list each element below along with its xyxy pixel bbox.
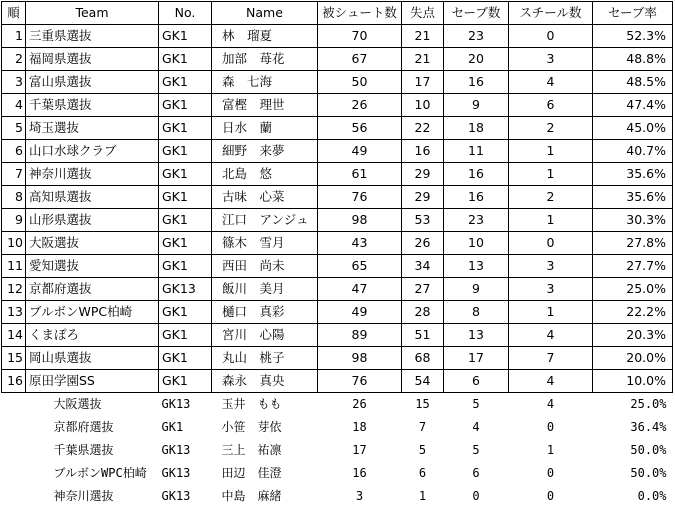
saves-cell: 8 bbox=[444, 301, 509, 324]
saves-cell: 6 bbox=[444, 370, 509, 393]
goals-against-cell: 6 bbox=[418, 466, 427, 480]
save-rate-cell: 30.3% bbox=[593, 209, 673, 232]
save-rate-cell: 22.2% bbox=[593, 301, 673, 324]
header-steals: スチール数 bbox=[509, 2, 593, 25]
goals-against-cell: 22 bbox=[402, 117, 444, 140]
header-save-rate: セーブ率 bbox=[593, 2, 673, 25]
save-rate-cell: 52.3% bbox=[593, 25, 673, 48]
steals-cell: 0 bbox=[546, 420, 555, 434]
player-name-cell: 細野 来夢 bbox=[212, 140, 318, 163]
empty-rank-cell bbox=[2, 416, 26, 439]
rank-cell: 13 bbox=[2, 301, 26, 324]
goals-against-cell: 16 bbox=[402, 140, 444, 163]
rank-cell: 10 bbox=[2, 232, 26, 255]
goals-against-cell: 29 bbox=[402, 163, 444, 186]
player-name-cell: 森 七海 bbox=[212, 71, 318, 94]
cap-number-cell: GK1 bbox=[159, 186, 212, 209]
shots-cell: 98 bbox=[318, 209, 402, 232]
steals-cell: 4 bbox=[509, 324, 593, 347]
table-row bbox=[2, 462, 673, 485]
empty-rank-cell bbox=[2, 393, 26, 417]
team-cell: くまぽろ bbox=[26, 324, 159, 347]
rank-cell: 9 bbox=[2, 209, 26, 232]
shots-cell: 65 bbox=[318, 255, 402, 278]
empty-rank-cell bbox=[2, 485, 26, 508]
table-row bbox=[2, 25, 673, 48]
saves-cell: 20 bbox=[444, 48, 509, 71]
team-cell: 大阪選抜 bbox=[53, 397, 102, 411]
shots-cell: 61 bbox=[318, 163, 402, 186]
rank-cell: 1 bbox=[2, 25, 26, 48]
cap-number-cell: GK1 bbox=[159, 324, 212, 347]
header-no: No. bbox=[159, 2, 212, 25]
cap-number-cell: GK1 bbox=[159, 48, 212, 71]
player-name-cell: 日水 蘭 bbox=[212, 117, 318, 140]
steals-cell: 0 bbox=[509, 25, 593, 48]
player-name-cell: 玉井 もも bbox=[221, 397, 282, 411]
empty-rank-cell bbox=[2, 462, 26, 485]
player-name-cell: 田辺 佳澄 bbox=[221, 466, 282, 480]
team-cell: 京都府選抜 bbox=[26, 278, 159, 301]
goals-against-cell: 15 bbox=[415, 397, 430, 411]
steals-cell: 2 bbox=[509, 117, 593, 140]
table-row bbox=[2, 485, 673, 508]
cap-number-cell: GK1 bbox=[159, 163, 212, 186]
team-cell: 千葉県選抜 bbox=[26, 94, 159, 117]
save-rate-cell: 25.0% bbox=[593, 278, 673, 301]
table-row bbox=[2, 117, 673, 140]
rank-cell: 7 bbox=[2, 163, 26, 186]
player-name-cell: 樋口 真彩 bbox=[212, 301, 318, 324]
shots-cell: 26 bbox=[352, 397, 367, 411]
steals-cell: 2 bbox=[509, 186, 593, 209]
table-row bbox=[2, 71, 673, 94]
cap-number-cell: GK1 bbox=[159, 370, 212, 393]
cap-number-cell: GK13 bbox=[159, 278, 212, 301]
shots-cell: 43 bbox=[318, 232, 402, 255]
save-rate-cell: 40.7% bbox=[593, 140, 673, 163]
saves-cell: 5 bbox=[472, 397, 480, 411]
goals-against-cell: 29 bbox=[402, 186, 444, 209]
shots-cell: 98 bbox=[318, 347, 402, 370]
cap-number-cell: GK1 bbox=[159, 117, 212, 140]
shots-cell: 49 bbox=[318, 301, 402, 324]
goals-against-cell: 10 bbox=[402, 94, 444, 117]
rank-cell: 15 bbox=[2, 347, 26, 370]
steals-cell: 4 bbox=[509, 370, 593, 393]
save-rate-cell: 50.0% bbox=[630, 443, 667, 457]
saves-cell: 16 bbox=[444, 186, 509, 209]
goals-against-cell: 21 bbox=[402, 25, 444, 48]
goals-against-cell: 27 bbox=[402, 278, 444, 301]
save-rate-cell: 27.7% bbox=[593, 255, 673, 278]
table-row bbox=[2, 347, 673, 370]
header-rank: 順 bbox=[2, 2, 26, 25]
header-name: Name bbox=[212, 2, 318, 25]
save-rate-cell: 10.0% bbox=[593, 370, 673, 393]
goals-against-cell: 53 bbox=[402, 209, 444, 232]
player-name-cell: 西田 尚未 bbox=[212, 255, 318, 278]
goals-against-cell: 17 bbox=[402, 71, 444, 94]
table-row bbox=[2, 209, 673, 232]
rank-cell: 14 bbox=[2, 324, 26, 347]
table-row bbox=[2, 48, 673, 71]
goals-against-cell: 26 bbox=[402, 232, 444, 255]
cap-number-cell: GK13 bbox=[161, 443, 191, 457]
extra-rows bbox=[2, 393, 673, 509]
cap-number-cell: GK1 bbox=[159, 94, 212, 117]
team-cell: ブルボンWPC柏崎 bbox=[53, 466, 147, 480]
team-cell: 神奈川選抜 bbox=[26, 163, 159, 186]
saves-cell: 9 bbox=[444, 278, 509, 301]
rank-cell: 5 bbox=[2, 117, 26, 140]
shots-cell: 16 bbox=[352, 466, 367, 480]
goals-against-cell: 68 bbox=[402, 347, 444, 370]
goals-against-cell: 51 bbox=[402, 324, 444, 347]
saves-cell: 11 bbox=[444, 140, 509, 163]
cap-number-cell: GK13 bbox=[161, 466, 191, 480]
cap-number-cell: GK1 bbox=[159, 71, 212, 94]
shots-cell: 89 bbox=[318, 324, 402, 347]
shots-cell: 70 bbox=[318, 25, 402, 48]
team-cell: 富山県選抜 bbox=[26, 71, 159, 94]
cap-number-cell: GK1 bbox=[161, 420, 184, 434]
cap-number-cell: GK1 bbox=[159, 209, 212, 232]
player-name-cell: 篠木 雪月 bbox=[212, 232, 318, 255]
table-row bbox=[2, 324, 673, 347]
save-rate-cell: 0.0% bbox=[637, 489, 667, 503]
team-cell: ブルボンWPC柏崎 bbox=[26, 301, 159, 324]
shots-cell: 17 bbox=[352, 443, 367, 457]
steals-cell: 0 bbox=[546, 466, 555, 480]
rank-cell: 4 bbox=[2, 94, 26, 117]
player-name-cell: 北島 悠 bbox=[212, 163, 318, 186]
save-rate-cell: 20.3% bbox=[593, 324, 673, 347]
player-name-cell: 江口 アンジュ bbox=[212, 209, 318, 232]
save-rate-cell: 20.0% bbox=[593, 347, 673, 370]
rank-cell: 6 bbox=[2, 140, 26, 163]
team-cell: 岡山県選抜 bbox=[26, 347, 159, 370]
cap-number-cell: GK1 bbox=[159, 232, 212, 255]
goals-against-cell: 1 bbox=[418, 489, 427, 503]
saves-cell: 4 bbox=[472, 420, 480, 434]
player-name-cell: 中島 麻緒 bbox=[221, 489, 282, 503]
goals-against-cell: 5 bbox=[418, 443, 427, 457]
shots-cell: 76 bbox=[318, 370, 402, 393]
team-cell: 原田学園SS bbox=[26, 370, 159, 393]
rank-cell: 2 bbox=[2, 48, 26, 71]
team-cell: 山形県選抜 bbox=[26, 209, 159, 232]
shots-cell: 76 bbox=[318, 186, 402, 209]
save-rate-cell: 35.6% bbox=[593, 163, 673, 186]
saves-cell: 9 bbox=[444, 94, 509, 117]
cap-number-cell: GK1 bbox=[159, 255, 212, 278]
steals-cell: 7 bbox=[509, 347, 593, 370]
saves-cell: 18 bbox=[444, 117, 509, 140]
table-row bbox=[2, 416, 673, 439]
team-cell: 千葉県選抜 bbox=[53, 443, 114, 457]
steals-cell: 1 bbox=[509, 140, 593, 163]
table-row bbox=[2, 439, 673, 462]
steals-cell: 1 bbox=[509, 209, 593, 232]
cap-number-cell: GK13 bbox=[161, 489, 191, 503]
cap-number-cell: GK1 bbox=[159, 140, 212, 163]
player-name-cell: 古味 心菜 bbox=[212, 186, 318, 209]
saves-cell: 13 bbox=[444, 324, 509, 347]
steals-cell: 0 bbox=[546, 489, 555, 503]
saves-cell: 17 bbox=[444, 347, 509, 370]
table-row bbox=[2, 255, 673, 278]
player-name-cell: 林 瑠夏 bbox=[212, 25, 318, 48]
save-rate-cell: 48.5% bbox=[593, 71, 673, 94]
header-row bbox=[2, 2, 673, 25]
goals-against-cell: 21 bbox=[402, 48, 444, 71]
rank-cell: 8 bbox=[2, 186, 26, 209]
save-rate-cell: 35.6% bbox=[593, 186, 673, 209]
team-cell: 愛知選抜 bbox=[26, 255, 159, 278]
shots-cell: 50 bbox=[318, 71, 402, 94]
player-name-cell: 富樫 理世 bbox=[212, 94, 318, 117]
steals-cell: 4 bbox=[509, 71, 593, 94]
saves-cell: 23 bbox=[444, 209, 509, 232]
steals-cell: 6 bbox=[509, 94, 593, 117]
header-team: Team bbox=[26, 2, 159, 25]
table-row bbox=[2, 94, 673, 117]
save-rate-cell: 25.0% bbox=[630, 397, 667, 411]
shots-cell: 49 bbox=[318, 140, 402, 163]
rank-cell: 12 bbox=[2, 278, 26, 301]
table-row bbox=[2, 186, 673, 209]
goals-against-cell: 7 bbox=[418, 420, 427, 434]
steals-cell: 1 bbox=[509, 163, 593, 186]
rank-cell: 16 bbox=[2, 370, 26, 393]
saves-cell: 10 bbox=[444, 232, 509, 255]
saves-cell: 16 bbox=[444, 71, 509, 94]
team-cell: 福岡県選抜 bbox=[26, 48, 159, 71]
save-rate-cell: 27.8% bbox=[593, 232, 673, 255]
saves-cell: 13 bbox=[444, 255, 509, 278]
rank-cell: 11 bbox=[2, 255, 26, 278]
table-row bbox=[2, 163, 673, 186]
table-row bbox=[2, 278, 673, 301]
cap-number-cell: GK1 bbox=[159, 25, 212, 48]
team-cell: 高知県選抜 bbox=[26, 186, 159, 209]
shots-cell: 47 bbox=[318, 278, 402, 301]
saves-cell: 0 bbox=[472, 489, 480, 503]
steals-cell: 1 bbox=[509, 301, 593, 324]
table-row bbox=[2, 393, 673, 417]
table-row bbox=[2, 301, 673, 324]
team-cell: 大阪選抜 bbox=[26, 232, 159, 255]
goalkeeper-stats-table bbox=[1, 1, 673, 508]
ranked-rows bbox=[2, 25, 673, 393]
steals-cell: 3 bbox=[509, 48, 593, 71]
team-cell: 神奈川選抜 bbox=[53, 489, 114, 503]
save-rate-cell: 47.4% bbox=[593, 94, 673, 117]
table-row bbox=[2, 140, 673, 163]
shots-cell: 18 bbox=[352, 420, 367, 434]
steals-cell: 3 bbox=[509, 255, 593, 278]
steals-cell: 1 bbox=[546, 443, 555, 457]
save-rate-cell: 36.4% bbox=[630, 420, 667, 434]
cap-number-cell: GK13 bbox=[161, 397, 191, 411]
empty-rank-cell bbox=[2, 439, 26, 462]
saves-cell: 23 bbox=[444, 25, 509, 48]
cap-number-cell: GK1 bbox=[159, 347, 212, 370]
saves-cell: 16 bbox=[444, 163, 509, 186]
save-rate-cell: 50.0% bbox=[630, 466, 667, 480]
header-saves: セーブ数 bbox=[444, 2, 509, 25]
player-name-cell: 丸山 桃子 bbox=[212, 347, 318, 370]
steals-cell: 4 bbox=[546, 397, 555, 411]
player-name-cell: 三上 祐凛 bbox=[221, 443, 282, 457]
table-row bbox=[2, 370, 673, 393]
goals-against-cell: 34 bbox=[402, 255, 444, 278]
team-cell: 三重県選抜 bbox=[26, 25, 159, 48]
shots-cell: 26 bbox=[318, 94, 402, 117]
team-cell: 埼玉選抜 bbox=[26, 117, 159, 140]
saves-cell: 6 bbox=[472, 466, 480, 480]
player-name-cell: 小笹 芽依 bbox=[221, 420, 282, 434]
shots-cell: 3 bbox=[355, 489, 364, 503]
save-rate-cell: 45.0% bbox=[593, 117, 673, 140]
goals-against-cell: 28 bbox=[402, 301, 444, 324]
rank-cell: 3 bbox=[2, 71, 26, 94]
steals-cell: 0 bbox=[509, 232, 593, 255]
team-cell: 京都府選抜 bbox=[53, 420, 114, 434]
save-rate-cell: 48.8% bbox=[593, 48, 673, 71]
header-shots: 被シュート数 bbox=[318, 2, 402, 25]
player-name-cell: 飯川 美月 bbox=[212, 278, 318, 301]
table-row bbox=[2, 232, 673, 255]
saves-cell: 5 bbox=[472, 443, 480, 457]
header-goals-against: 失点 bbox=[402, 2, 444, 25]
team-cell: 山口水球クラブ bbox=[26, 140, 159, 163]
shots-cell: 67 bbox=[318, 48, 402, 71]
player-name-cell: 森永 真央 bbox=[212, 370, 318, 393]
cap-number-cell: GK1 bbox=[159, 301, 212, 324]
steals-cell: 3 bbox=[509, 278, 593, 301]
goals-against-cell: 54 bbox=[402, 370, 444, 393]
player-name-cell: 加部 苺花 bbox=[212, 48, 318, 71]
shots-cell: 56 bbox=[318, 117, 402, 140]
player-name-cell: 宮川 心陽 bbox=[212, 324, 318, 347]
